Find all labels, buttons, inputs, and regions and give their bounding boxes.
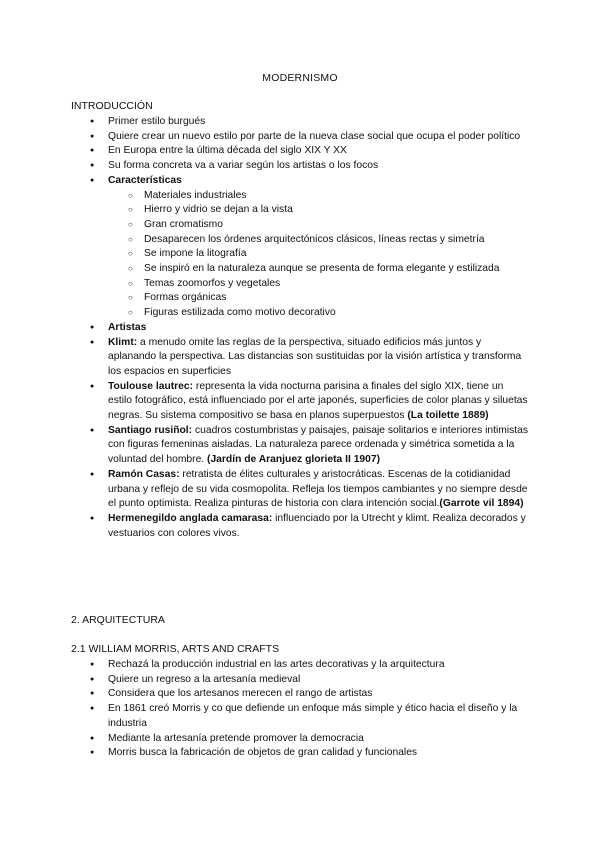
list-item: ● Primer estilo burgués [90,115,530,130]
list-item-caracteristicas [90,174,530,321]
artist-work: (La toilette 1889) [407,410,489,422]
artist-text: representa la vida nocturna parisina a finales del siglo XIX, tiene un estilo fotográfico, está influenciado por el arte japonés, superficies de color planas y siluetas negras. Su sistema compositivo se basa en planos superpuestos [108,380,528,422]
artist-item [90,336,530,380]
list-item: ○ Se inspiró en la naturaleza aunque se presenta de forma elegante y estilizada [108,262,530,277]
artist-name: Santiago rusiñol: [108,424,193,436]
artist-text: influenciado por la Utrecht y klimt. Realiza decorados y vestuarios con colores vivos. [108,512,526,539]
intro-heading: INTRODUCCIÓN [71,100,153,112]
list-item: ○ Se impone la litografía [108,247,530,262]
list-item: ● Considera que los artesanos merecen el rango de artistas [90,687,530,702]
page-title: MODERNISMO [262,72,338,84]
list-item: ● Rechazá la producción industrial en las artes decorativas y la arquitectura [90,658,530,673]
artist-text: retratista de élites culturales y aristocráticas. Escenas de la cotidianidad urbana y reflejo de su vida cosmopolita. Refleja los tiempos cambiantes y no siempre desde el punto optimista. Realiza pinturas de historia con clara intención social. [108,468,528,510]
list-item: ● Quiere crear un nuevo estilo por parte de la nueva clase social que ocupa el poder político [90,130,530,145]
caracteristicas-label: Características [108,174,182,186]
artist-name: Hermenegildo anglada camarasa: [108,512,273,524]
list-item: ○ Hierro y vidrio se dejan a la vista [108,203,530,218]
caracteristicas-list [108,189,530,321]
list-item: ○ Figuras estilizada como motivo decorativo [108,306,530,321]
list-item: ○ Desaparecen los órdenes arquitectónicos clásicos, líneas rectas y simetría [108,233,530,248]
list-item: ● En Europa entre la última década del siglo XIX Y XX [90,144,530,159]
artistas-label: Artistas [108,321,147,333]
intro-list [90,115,530,541]
artist-item [90,468,530,512]
list-item: ● Quiere un regreso a la artesanía medieval [90,673,530,688]
list-item: ● Morris busca la fabricación de objetos de gran calidad y funcionales [90,746,530,761]
artist-item [90,512,530,541]
list-item: ● Mediante la artesanía pretende promover la democracia [90,732,530,747]
arquitectura-heading: 2. ARQUITECTURA [71,614,165,626]
artist-name: Toulouse lautrec: [108,380,194,392]
artist-name: Ramón Casas: [108,468,180,480]
list-item: ○ Gran cromatismo [108,218,530,233]
artist-text: a menudo omite las reglas de la perspectiva, situado edificios más juntos y aplanando la perspectiva. Las distancias son sustituidas por la visión artística y transforma los espacios en superficies [108,336,522,377]
artist-name: Klimt: [108,336,138,348]
list-item-artistas [90,321,530,336]
artist-item [90,380,530,424]
morris-subheading: 2.1 WILLIAM MORRIS, ARTS AND CRAFTS [71,643,280,655]
artist-work: (Jardín de Aranjuez glorieta II 1907) [207,454,381,466]
artist-text: cuadros costumbristas y paisajes, paisaje solitarios e interiores intimistas con figuras femeninas aisladas. La naturaleza parece ordenada y simétrica sometida a la voluntad del hombre. [108,424,529,466]
artist-work: (Garrote vil 1894) [439,498,524,510]
artist-item [90,424,530,468]
list-item: ○ Formas orgánicas [108,291,530,306]
list-item: ● En 1861 creó Morris y co que defiende un enfoque más simple y ético hacia el diseño y la industria [90,702,530,731]
list-item: ● Su forma concreta va a variar según los artistas o los focos [90,159,530,174]
arquitectura-list [90,658,530,761]
list-item: ○ Temas zoomorfos y vegetales [108,277,530,292]
list-item: ○ Materiales industriales [108,189,530,204]
